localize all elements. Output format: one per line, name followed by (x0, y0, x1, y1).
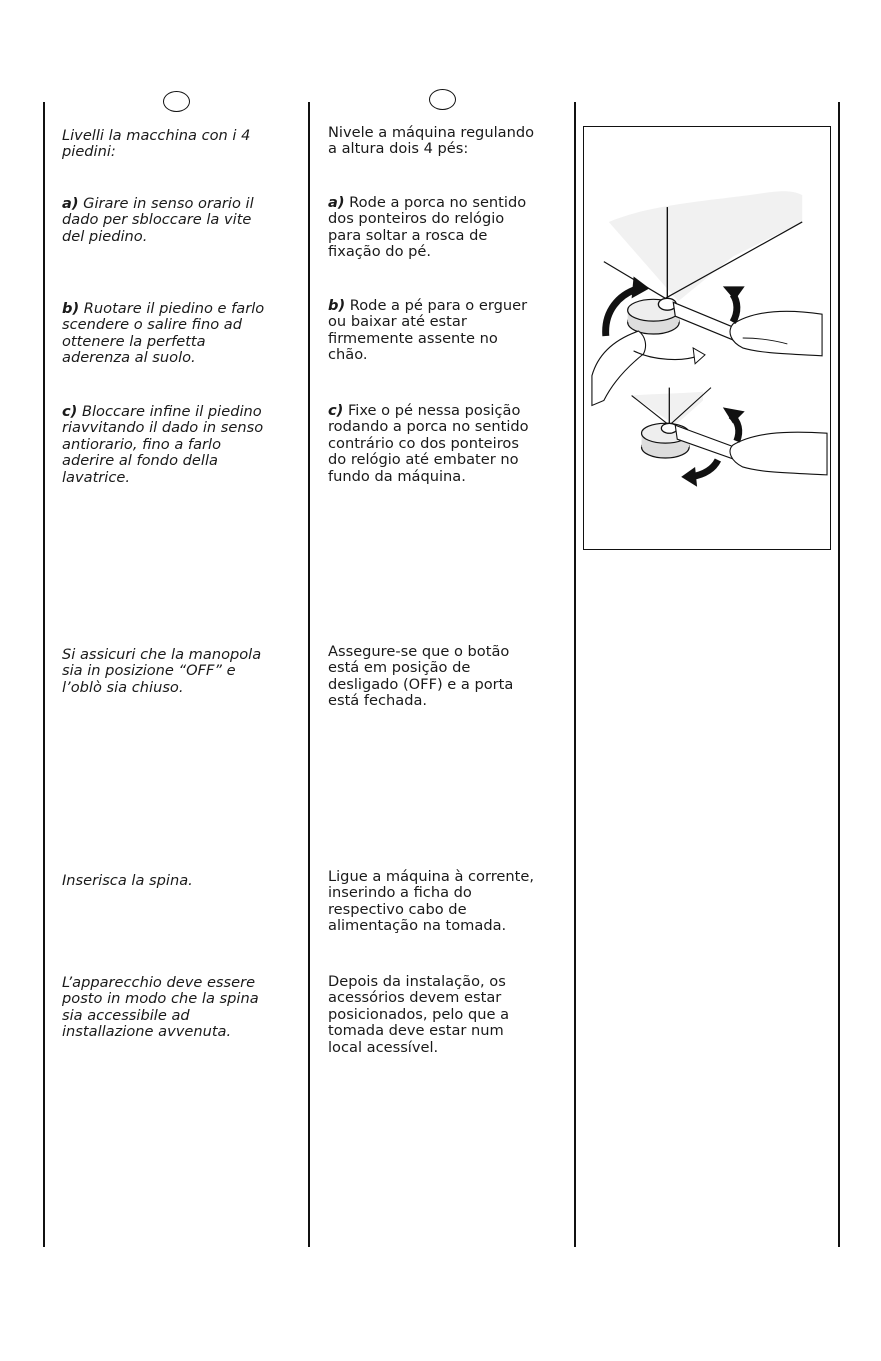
italian-step-b (62, 301, 294, 367)
italian-step-a-text: Girare in senso orario il dado per sbloccare la vite del piedino. (62, 195, 254, 245)
foot-adjustment-drawing (584, 127, 830, 549)
portuguese-step-c (328, 403, 564, 485)
portuguese-access-note: Depois da instalação, os acessórios devem estar posicionados, pelo que a tomada deve estar num local acessível. (328, 973, 510, 1056)
italian-step-a (62, 196, 294, 245)
portuguese-intro: Nivele a máquina regulando a altura dois 4 pés: (328, 124, 535, 158)
portuguese-step-a-label: a) (328, 194, 345, 211)
italian-intro: Livelli la macchina con i 4 piedini: (62, 127, 251, 161)
italian-step-c-text: Bloccare infine il piedino riavvitando il dado in senso antiorario, fino a farlo aderire al fondo della lavatrice. (62, 403, 264, 486)
portuguese-step-b-label: b) (328, 297, 346, 314)
portuguese-step-b (328, 298, 564, 364)
italian-step-a-label: a) (62, 195, 79, 212)
italian-step-c (62, 404, 294, 486)
italian-plug-note: Inserisca la spina. (62, 872, 193, 889)
portuguese-knob-note: Assegure-se que o botão está em posição de desligado (OFF) e a porta está fechada. (328, 643, 514, 710)
italian-column (62, 128, 298, 1238)
italian-knob-note: Si assicuri che la manopola sia in posizione “OFF” e l’oblò sia chiuso. (62, 646, 262, 696)
italian-language-circle (163, 91, 190, 112)
portuguese-step-b-text: Rode a pé para o erguer ou baixar até estar firmemente assente no chão. (328, 297, 528, 364)
portuguese-language-circle (429, 89, 456, 110)
italian-step-b-text: Ruotare il piedino e farlo scendere o salire fino ad ottenere la perfetta aderenza al suolo. (62, 300, 265, 367)
foot-adjustment-illustration (583, 126, 831, 550)
portuguese-step-c-text: Fixe o pé nessa posição rodando a porca no sentido contrário co dos ponteiros do relógio até embater no fundo da máquina. (328, 402, 529, 485)
column-divider-2 (574, 102, 576, 1247)
portuguese-step-a (328, 195, 564, 261)
column-divider-1 (308, 102, 310, 1247)
italian-step-b-label: b) (62, 300, 80, 317)
left-page-border (43, 102, 45, 1247)
right-page-border (838, 102, 840, 1247)
portuguese-step-c-label: c) (328, 402, 344, 419)
italian-step-c-label: c) (62, 403, 78, 420)
portuguese-step-a-text: Rode a porca no sentido dos ponteiros do relógio para soltar a rosca de fixação do pé. (328, 194, 527, 261)
portuguese-plug-note: Ligue a máquina à corrente, inserindo a ficha do respectivo cabo de alimentação na tomada. (328, 868, 534, 935)
italian-access-note: L’apparecchio deve essere posto in modo che la spina sia accessibile ad installazione avvenuta. (62, 974, 259, 1041)
portuguese-column (328, 125, 568, 1235)
